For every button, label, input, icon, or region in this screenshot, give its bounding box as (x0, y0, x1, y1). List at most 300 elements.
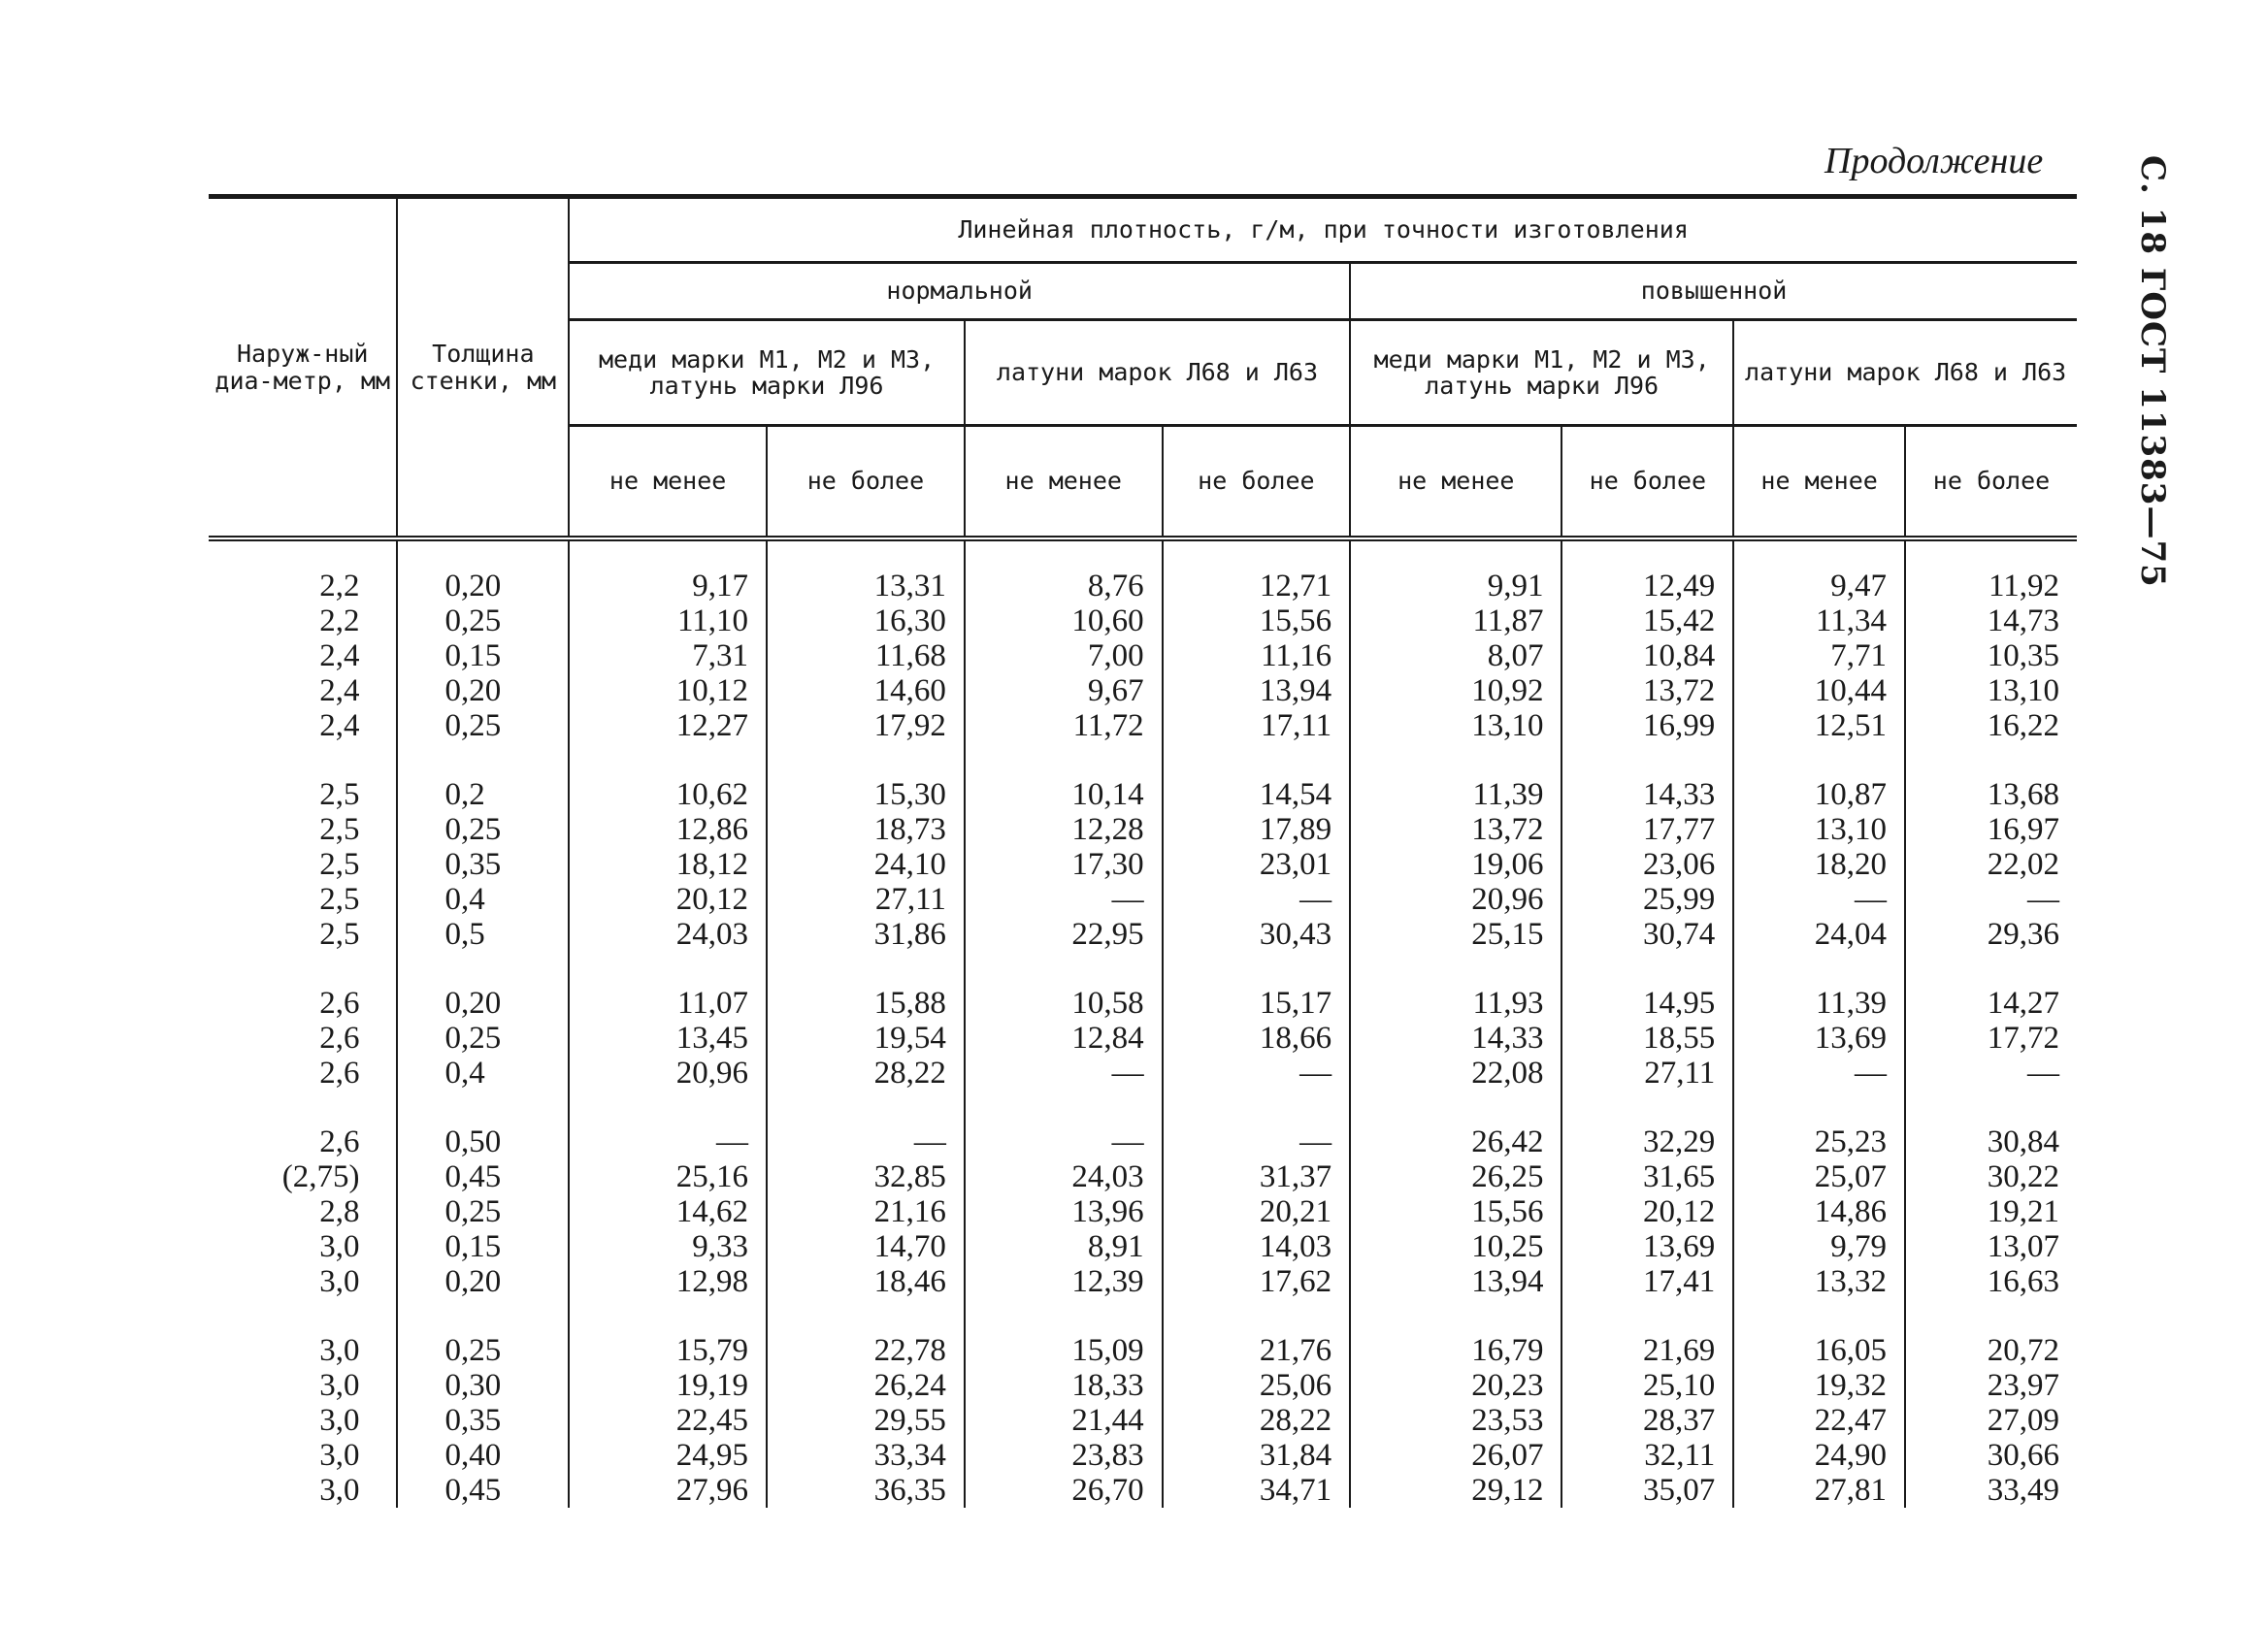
table-cell: 13,10 (1350, 708, 1561, 743)
table-cell: 12,71 (1163, 538, 1350, 603)
table-cell: 13,31 (767, 538, 965, 603)
table-cell: — (965, 1124, 1163, 1159)
spacer-cell (569, 743, 767, 777)
table-cell: 18,20 (1733, 847, 1905, 882)
table-cell: 0,40 (397, 1438, 569, 1473)
table-cell: 13,94 (1350, 1264, 1561, 1299)
table-cell: 10,44 (1733, 673, 1905, 708)
spacer-cell (1350, 1299, 1561, 1333)
table-cell: 21,44 (965, 1403, 1163, 1438)
table-row (209, 638, 2077, 673)
table-cell: 16,97 (1905, 812, 2077, 847)
table-cell: 0,25 (397, 812, 569, 847)
table-cell: 3,0 (319, 1229, 360, 1264)
table-cell: 35,07 (1561, 1473, 1733, 1508)
table-cell: 15,88 (767, 986, 965, 1021)
table-cell: 8,76 (965, 538, 1163, 603)
spacer-cell (767, 1299, 965, 1333)
table-cell: — (1905, 882, 2077, 917)
header-material: латуни марок Л68 и Л63 (1733, 320, 2077, 426)
header-bound: не более (1905, 426, 2077, 539)
table-cell: 22,45 (569, 1403, 767, 1438)
table-cell: 24,95 (569, 1438, 767, 1473)
table-cell: 21,16 (767, 1194, 965, 1229)
table-cell: 33,34 (767, 1438, 965, 1473)
table-cell: 32,85 (767, 1159, 965, 1194)
table-cell: 21,69 (1561, 1333, 1733, 1368)
table-cell: 3,0 (319, 1473, 360, 1508)
table-cell: 2,4 (319, 708, 360, 743)
spacer-cell (1905, 952, 2077, 986)
table-cell: 9,17 (569, 538, 767, 603)
table-cell: 15,79 (569, 1333, 767, 1368)
spacer-cell (569, 1299, 767, 1333)
table-cell: 11,10 (569, 603, 767, 638)
table-cell: 15,30 (767, 777, 965, 812)
table-cell: 30,43 (1163, 917, 1350, 952)
page-side-header: С. 18 ГОСТ 11383—75 (2133, 155, 2172, 588)
table-cell: 17,89 (1163, 812, 1350, 847)
header-bound: не менее (965, 426, 1163, 539)
table-cell: 0,5 (397, 917, 569, 952)
header-wall-thickness: Толщина стенки, мм (397, 197, 569, 539)
table-cell: 17,72 (1905, 1021, 2077, 1056)
table-cell: 14,60 (767, 673, 965, 708)
table-cell: 34,71 (1163, 1473, 1350, 1508)
spacer-cell (1163, 1091, 1350, 1124)
continuation-label: Продолжение (1824, 141, 2044, 181)
table-cell: 11,16 (1163, 638, 1350, 673)
table-cell: 14,73 (1905, 603, 2077, 638)
table-row (209, 1264, 2077, 1299)
table-cell: 19,32 (1733, 1368, 1905, 1403)
group-spacer (209, 1091, 2077, 1124)
table-cell: 0,20 (397, 673, 569, 708)
table-cell: 13,72 (1350, 812, 1561, 847)
group-spacer (209, 743, 2077, 777)
table-cell: 22,02 (1905, 847, 2077, 882)
table-cell: 2,6 (319, 1124, 360, 1159)
table-cell: 9,47 (1733, 538, 1905, 603)
table-row (209, 777, 2077, 812)
spacer-cell (965, 1091, 1163, 1124)
spacer-cell (397, 743, 569, 777)
table-cell: 0,2 (397, 777, 569, 812)
table-cell: 14,86 (1733, 1194, 1905, 1229)
table-cell: 11,68 (767, 638, 965, 673)
table-cell: 0,25 (397, 1194, 569, 1229)
table-cell: 27,11 (767, 882, 965, 917)
table-cell: 24,03 (569, 917, 767, 952)
header-material: меди марки М1, М2 и М3, латунь марки Л96 (1350, 320, 1733, 426)
table-cell: 19,21 (1905, 1194, 2077, 1229)
table-cell: 13,45 (569, 1021, 767, 1056)
table-cell: 20,72 (1905, 1333, 2077, 1368)
table-cell: 20,96 (1350, 882, 1561, 917)
header-bound: не менее (1350, 426, 1561, 539)
table-cell: 11,93 (1350, 986, 1561, 1021)
table-cell: 2,5 (319, 847, 360, 882)
table-cell: 10,14 (965, 777, 1163, 812)
header-bound: не менее (1733, 426, 1905, 539)
spacer-cell (1733, 1299, 1905, 1333)
table-cell: 25,99 (1561, 882, 1733, 917)
table-cell: 23,97 (1905, 1368, 2077, 1403)
table-cell: 17,41 (1561, 1264, 1733, 1299)
table-cell: 11,07 (569, 986, 767, 1021)
header-bound: не более (1163, 426, 1350, 539)
table-cell: 15,56 (1163, 603, 1350, 638)
table-cell: — (965, 882, 1163, 917)
table-cell: 30,22 (1905, 1159, 2077, 1194)
table-cell: 12,28 (965, 812, 1163, 847)
table-cell: 2,5 (319, 812, 360, 847)
table-cell: 0,4 (397, 1056, 569, 1091)
table-cell: 9,67 (965, 673, 1163, 708)
table-cell: 14,33 (1561, 777, 1733, 812)
spacer-cell (1905, 743, 2077, 777)
table-row (209, 1473, 2077, 1508)
table-cell: 0,35 (397, 1403, 569, 1438)
table-cell: 10,25 (1350, 1229, 1561, 1264)
table-cell: 3,0 (319, 1368, 360, 1403)
spacer-cell (1350, 743, 1561, 777)
spacer-cell (767, 743, 965, 777)
table-cell: 0,15 (397, 1229, 569, 1264)
table-cell: 16,79 (1350, 1333, 1561, 1368)
table-cell: 25,06 (1163, 1368, 1350, 1403)
table-cell: 14,33 (1350, 1021, 1561, 1056)
table-cell: 7,71 (1733, 638, 1905, 673)
table-cell: 12,39 (965, 1264, 1163, 1299)
table-cell: 0,50 (397, 1124, 569, 1159)
table-row (209, 1056, 2077, 1091)
table-cell: 18,73 (767, 812, 965, 847)
spacer-cell (209, 1299, 397, 1333)
table-cell: 17,92 (767, 708, 965, 743)
header-outer-diameter: Наруж-ный диа-метр, мм (209, 197, 397, 539)
table-cell: 23,83 (965, 1438, 1163, 1473)
table-cell: 19,54 (767, 1021, 965, 1056)
spacer-cell (1733, 952, 1905, 986)
table-cell: 8,07 (1350, 638, 1561, 673)
spacer-cell (767, 1091, 965, 1124)
table-cell: 13,96 (965, 1194, 1163, 1229)
table-cell: 0,30 (397, 1368, 569, 1403)
table-cell: 0,35 (397, 847, 569, 882)
table-cell: 16,99 (1561, 708, 1733, 743)
spacer-cell (397, 1091, 569, 1124)
table-cell: 24,03 (965, 1159, 1163, 1194)
spacer-cell (1561, 1299, 1733, 1333)
table-cell: 12,86 (569, 812, 767, 847)
table-cell: 23,06 (1561, 847, 1733, 882)
table-row (209, 1021, 2077, 1056)
table-cell: 20,21 (1163, 1194, 1350, 1229)
table-row (209, 812, 2077, 847)
table-cell: 30,66 (1905, 1438, 2077, 1473)
table-cell: 24,90 (1733, 1438, 1905, 1473)
table-cell: 18,12 (569, 847, 767, 882)
spacer-cell (1561, 1091, 1733, 1124)
header-bound: не менее (569, 426, 767, 539)
table-cell: 2,5 (319, 777, 360, 812)
table-cell: 2,4 (319, 638, 360, 673)
table-cell: 20,23 (1350, 1368, 1561, 1403)
table-cell: 29,36 (1905, 917, 2077, 952)
table-cell: 26,24 (767, 1368, 965, 1403)
spacer-cell (1905, 1091, 2077, 1124)
table-cell: 26,70 (965, 1473, 1163, 1508)
table-cell: 2,2 (319, 569, 360, 603)
table-body (209, 538, 2077, 1508)
table-row (209, 1194, 2077, 1229)
spacer-cell (965, 952, 1163, 986)
table-cell: 32,29 (1561, 1124, 1733, 1159)
table-cell: 22,78 (767, 1333, 965, 1368)
table-cell: 25,23 (1733, 1124, 1905, 1159)
spacer-cell (1350, 1091, 1561, 1124)
table-cell: 2,6 (319, 986, 360, 1021)
table-row (209, 708, 2077, 743)
header-material: меди марки М1, М2 и М3, латунь марки Л96 (569, 320, 965, 426)
spacer-cell (569, 952, 767, 986)
table-cell: — (569, 1124, 767, 1159)
table-cell: 20,12 (1561, 1194, 1733, 1229)
table-cell: 11,87 (1350, 603, 1561, 638)
table-cell: 26,25 (1350, 1159, 1561, 1194)
table-cell: 9,33 (569, 1229, 767, 1264)
spacer-cell (1561, 952, 1733, 986)
table-cell: 16,30 (767, 603, 965, 638)
table-cell: 26,42 (1350, 1124, 1561, 1159)
table-cell: 12,84 (965, 1021, 1163, 1056)
table-cell: 27,96 (569, 1473, 767, 1508)
table-cell: 11,92 (1905, 538, 2077, 603)
table-cell: 9,79 (1733, 1229, 1905, 1264)
table-cell: 12,98 (569, 1264, 767, 1299)
table-cell: 0,15 (397, 638, 569, 673)
table-cell: 29,55 (767, 1403, 965, 1438)
table-cell: 2,8 (319, 1194, 360, 1229)
table-cell: 0,25 (397, 603, 569, 638)
table-cell: 22,47 (1733, 1403, 1905, 1438)
table-cell: — (1733, 1056, 1905, 1091)
table-cell: 16,22 (1905, 708, 2077, 743)
spacer-cell (1733, 1091, 1905, 1124)
table-row (209, 882, 2077, 917)
table-row (209, 673, 2077, 708)
table-cell: 19,19 (569, 1368, 767, 1403)
table-cell: 30,74 (1561, 917, 1733, 952)
table-cell: (2,75) (281, 1159, 360, 1194)
table-row (209, 603, 2077, 638)
table-cell: 13,68 (1905, 777, 2077, 812)
table-cell: 20,96 (569, 1056, 767, 1091)
table-row (209, 1124, 2077, 1159)
table-cell: — (1733, 882, 1905, 917)
table-cell: 28,22 (1163, 1403, 1350, 1438)
table-cell: 8,91 (965, 1229, 1163, 1264)
spacer-cell (569, 1091, 767, 1124)
table-cell: 13,10 (1733, 812, 1905, 847)
table-cell: — (1163, 1056, 1350, 1091)
table-cell: 30,84 (1905, 1124, 2077, 1159)
table-row (209, 986, 2077, 1021)
table-cell: 21,76 (1163, 1333, 1350, 1368)
table-cell: 14,62 (569, 1194, 767, 1229)
table-cell: 25,16 (569, 1159, 767, 1194)
table-cell: 15,42 (1561, 603, 1733, 638)
linear-density-table (209, 194, 2077, 1508)
spacer-cell (209, 1091, 397, 1124)
table-cell: 0,20 (397, 986, 569, 1021)
table-cell: 15,56 (1350, 1194, 1561, 1229)
table-cell: 25,15 (1350, 917, 1561, 952)
table-cell: 20,12 (569, 882, 767, 917)
table-cell: 17,62 (1163, 1264, 1350, 1299)
table-cell: 23,01 (1163, 847, 1350, 882)
table-cell: 25,10 (1561, 1368, 1733, 1403)
table-cell: 14,27 (1905, 986, 2077, 1021)
spacer-cell (209, 743, 397, 777)
table-cell: — (965, 1056, 1163, 1091)
table-cell: 3,0 (319, 1333, 360, 1368)
table-cell: 7,00 (965, 638, 1163, 673)
table-cell: 25,07 (1733, 1159, 1905, 1194)
table-cell: — (1905, 1056, 2077, 1091)
table-cell: 2,6 (319, 1056, 360, 1091)
table-cell: 3,0 (319, 1264, 360, 1299)
table-cell: 2,4 (319, 673, 360, 708)
header-bound: не более (1561, 426, 1733, 539)
spacer-cell (965, 1299, 1163, 1333)
table-cell: 17,11 (1163, 708, 1350, 743)
table-cell: 27,11 (1561, 1056, 1733, 1091)
table-cell: 0,45 (397, 1473, 569, 1508)
table-cell: 22,08 (1350, 1056, 1561, 1091)
spacer-cell (1163, 1299, 1350, 1333)
table-cell: 13,72 (1561, 673, 1733, 708)
spacer-cell (1905, 1299, 2077, 1333)
table-cell: 12,27 (569, 708, 767, 743)
table-cell: 22,95 (965, 917, 1163, 952)
header-bound: не более (767, 426, 965, 539)
table-cell: 0,20 (397, 1264, 569, 1299)
table-cell: 0,25 (397, 1021, 569, 1056)
table-cell: 15,17 (1163, 986, 1350, 1021)
table-cell: 10,35 (1905, 638, 2077, 673)
table-cell: 13,94 (1163, 673, 1350, 708)
spacer-cell (1350, 952, 1561, 986)
table-cell: 13,10 (1905, 673, 2077, 708)
table-cell: 9,91 (1350, 538, 1561, 603)
table-cell: 31,65 (1561, 1159, 1733, 1194)
table-row (209, 1438, 2077, 1473)
table-cell: 7,31 (569, 638, 767, 673)
table-cell: 0,45 (397, 1159, 569, 1194)
table-cell: 13,69 (1561, 1229, 1733, 1264)
table-cell: 0,20 (397, 538, 569, 603)
table-cell: 0,25 (397, 708, 569, 743)
table-cell: 10,92 (1350, 673, 1561, 708)
table-row (209, 1159, 2077, 1194)
table-cell: 0,25 (397, 1333, 569, 1368)
header-material: латуни марок Л68 и Л63 (965, 320, 1350, 426)
table-cell: — (1163, 1124, 1350, 1159)
table-cell: 10,84 (1561, 638, 1733, 673)
table-cell: 11,72 (965, 708, 1163, 743)
table-cell: 2,5 (319, 917, 360, 952)
table-cell: 11,34 (1733, 603, 1905, 638)
table-cell: 0,4 (397, 882, 569, 917)
table-cell: 27,81 (1733, 1473, 1905, 1508)
header-linear-density: Линейная плотность, г/м, при точности изготовления (569, 197, 2077, 263)
table-cell: 16,05 (1733, 1333, 1905, 1368)
table-cell: 28,37 (1561, 1403, 1733, 1438)
table-row (209, 847, 2077, 882)
table-cell: 31,86 (767, 917, 965, 952)
table-cell: 32,11 (1561, 1438, 1733, 1473)
table-cell: 19,06 (1350, 847, 1561, 882)
table-cell: 10,87 (1733, 777, 1905, 812)
table-cell: 18,46 (767, 1264, 965, 1299)
table-cell: 27,09 (1905, 1403, 2077, 1438)
spacer-cell (1561, 743, 1733, 777)
table-cell: 14,54 (1163, 777, 1350, 812)
table-row (209, 1403, 2077, 1438)
table-cell: 14,70 (767, 1229, 965, 1264)
spacer-cell (965, 743, 1163, 777)
table-cell: 24,04 (1733, 917, 1905, 952)
spacer-cell (1163, 952, 1350, 986)
spacer-cell (1733, 743, 1905, 777)
table-cell: 2,5 (319, 882, 360, 917)
table-cell: 29,12 (1350, 1473, 1561, 1508)
table-cell: 18,33 (965, 1368, 1163, 1403)
table-cell: 14,95 (1561, 986, 1733, 1021)
table-header (209, 197, 2077, 539)
table-cell: 3,0 (319, 1438, 360, 1473)
header-precision-high: повышенной (1350, 263, 2077, 320)
table-cell: 15,09 (965, 1333, 1163, 1368)
table-cell: 23,53 (1350, 1403, 1561, 1438)
table-cell: 13,32 (1733, 1264, 1905, 1299)
table-cell: 24,10 (767, 847, 965, 882)
table-cell: 12,51 (1733, 708, 1905, 743)
table-row (209, 1229, 2077, 1264)
table-cell: 13,07 (1905, 1229, 2077, 1264)
spacer-cell (209, 952, 397, 986)
group-spacer (209, 952, 2077, 986)
table-cell: 11,39 (1350, 777, 1561, 812)
table-cell: 11,39 (1733, 986, 1905, 1021)
spacer-cell (397, 1299, 569, 1333)
table-cell: 10,58 (965, 986, 1163, 1021)
table-row (209, 538, 2077, 603)
table-cell: 3,0 (319, 1403, 360, 1438)
table-cell: 31,37 (1163, 1159, 1350, 1194)
table-cell: 10,60 (965, 603, 1163, 638)
table-cell: 16,63 (1905, 1264, 2077, 1299)
spacer-cell (1163, 743, 1350, 777)
table-cell: 28,22 (767, 1056, 965, 1091)
spacer-cell (767, 952, 965, 986)
table-cell: 2,2 (319, 603, 360, 638)
table-cell: 2,6 (319, 1021, 360, 1056)
table-cell: 10,12 (569, 673, 767, 708)
group-spacer (209, 1299, 2077, 1333)
